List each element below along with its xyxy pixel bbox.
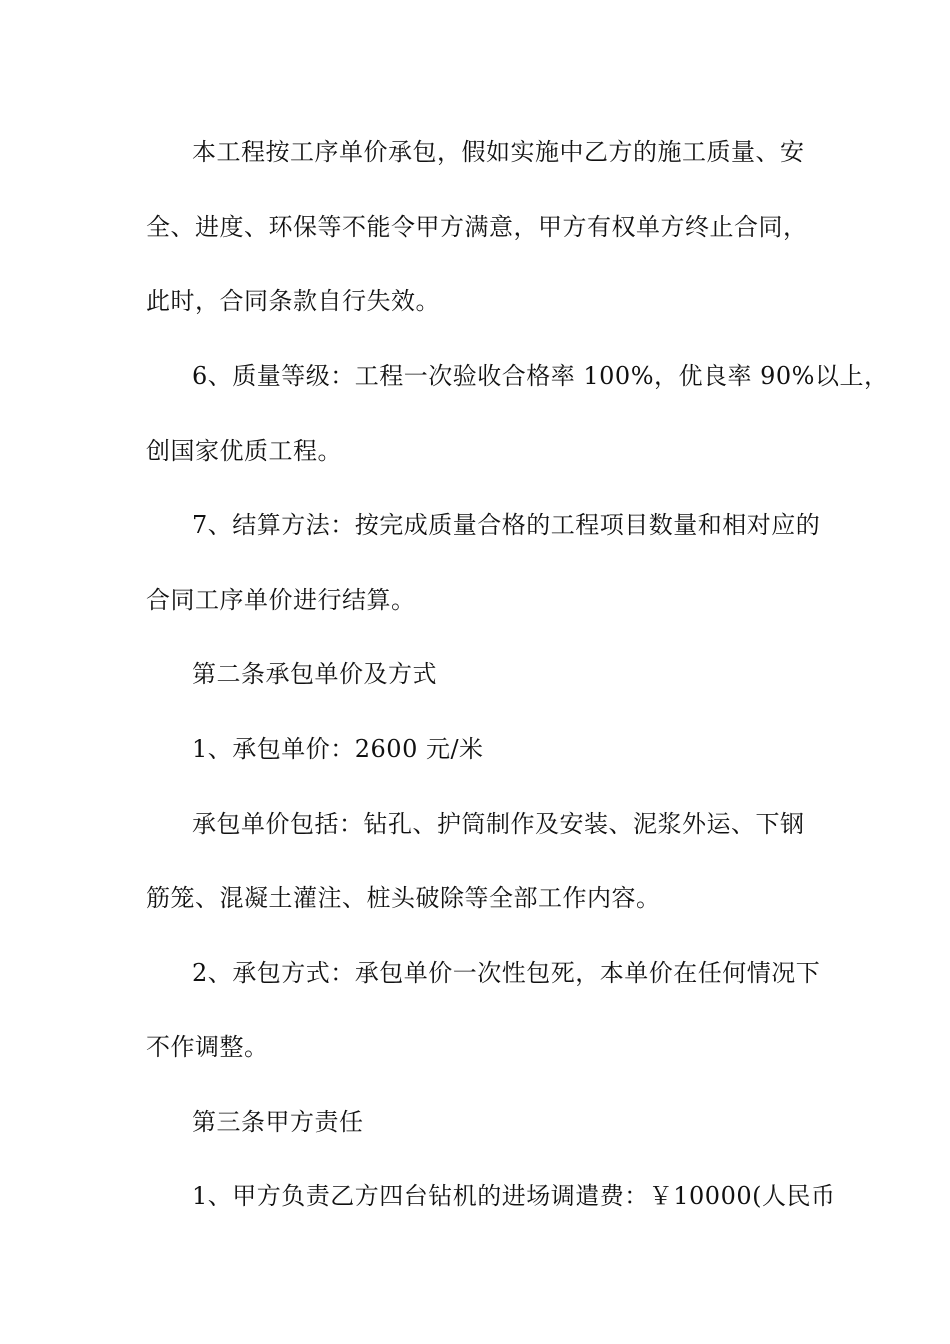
paragraph-line: 不作调整。 xyxy=(146,1033,269,1061)
paragraph-line: 全、进度、环保等不能令甲方满意，甲方有权单方终止合同， xyxy=(146,213,808,241)
paragraph-line: 2、承包方式：承包单价一次性包死，本单价在任何情况下 xyxy=(192,959,821,987)
paragraph-line: 1、承包单价：2600 元/米 xyxy=(192,735,484,763)
paragraph-line: 筋笼、混凝土灌注、桩头破除等全部工作内容。 xyxy=(146,884,661,912)
paragraph-line: 1、甲方负责乙方四台钻机的进场调遣费：￥10000(人民币 xyxy=(192,1182,836,1210)
section-heading: 第二条承包单价及方式 xyxy=(192,660,437,688)
paragraph-line: 6、质量等级：工程一次验收合格率 100%，优良率 90%以上， xyxy=(192,362,889,390)
paragraph-line: 创国家优质工程。 xyxy=(146,437,342,465)
paragraph-line: 合同工序单价进行结算。 xyxy=(146,586,416,614)
section-heading: 第三条甲方责任 xyxy=(192,1108,364,1136)
paragraph-line: 本工程按工序单价承包，假如实施中乙方的施工质量、安 xyxy=(192,138,805,166)
paragraph-line: 7、结算方法：按完成质量合格的工程项目数量和相对应的 xyxy=(192,511,821,539)
paragraph-line: 此时，合同条款自行失效。 xyxy=(146,287,440,315)
paragraph-line: 承包单价包括：钻孔、护筒制作及安装、泥浆外运、下钢 xyxy=(192,810,805,838)
